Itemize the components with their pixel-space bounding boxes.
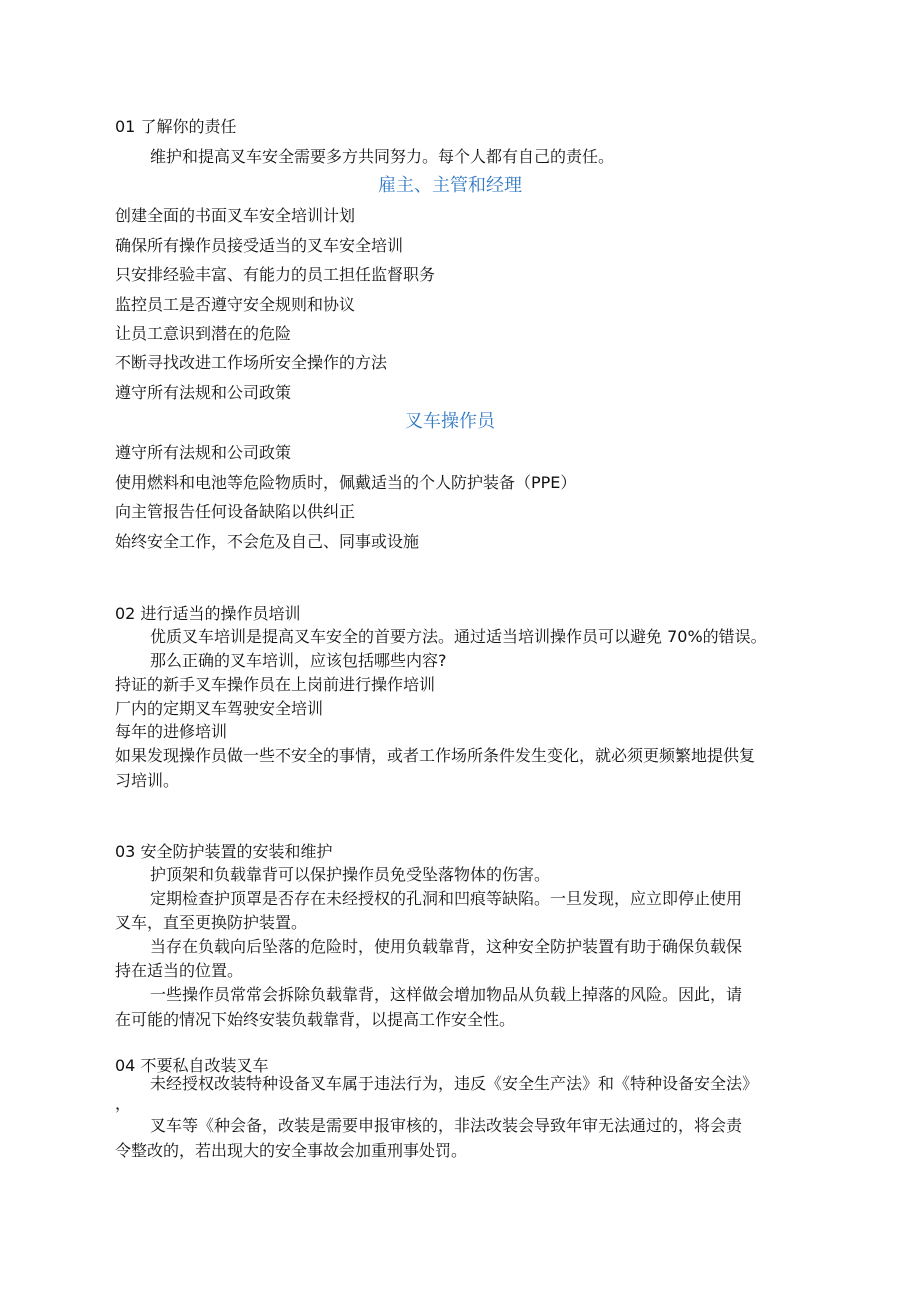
section-2-paragraph: 那么正确的叉车培训，应该包括哪些内容? (150, 651, 447, 670)
training-item: 每年的进修培训 (115, 722, 228, 741)
operator-item: 使用燃料和电池等危险物质时，佩戴适当的个人防护装备（PPE） (115, 473, 577, 492)
section-3-paragraph: 持在适当的位置。 (115, 961, 244, 980)
section-3-paragraph: 叉车，直至更换防护装置。 (115, 913, 308, 932)
employer-item: 遵守所有法规和公司政策 (115, 383, 292, 402)
section-2-paragraph: 如果发现操作员做一些不安全的事情，或者工作场所条件发生变化，就必须更频繁地提供复 (115, 746, 756, 765)
employer-item: 让员工意识到潜在的危险 (115, 324, 292, 343)
operator-item: 始终安全工作，不会危及自己、同事或设施 (115, 532, 420, 551)
training-item: 持证的新手叉车操作员在上岗前进行操作培训 (115, 675, 436, 694)
employer-item: 监控员工是否遵守安全规则和协议 (115, 295, 356, 314)
section-4-paragraph: ， (115, 1094, 132, 1113)
section-4-paragraph: 令整改的，若出现大的安全事故会加重刑事处罚。 (115, 1141, 468, 1160)
employer-item: 创建全面的书面叉车安全培训计划 (115, 206, 356, 225)
section-3-paragraph: 在可能的情况下始终安装负载靠背，以提高工作安全性。 (115, 1010, 516, 1029)
section-2-paragraph: 习培训。 (115, 771, 180, 790)
section-4-paragraph: 未经授权改装特种设备叉车属于违法行为，违反《安全生产法》和《特种设备安全法》 (150, 1074, 759, 1093)
employer-item: 确保所有操作员接受适当的叉车安全培训 (115, 236, 404, 255)
employer-item: 不断寻找改进工作场所安全操作的方法 (115, 353, 388, 372)
section-3-heading: 03 安全防护装置的安装和维护 (115, 842, 333, 861)
operator-subtitle: 叉车操作员 (405, 411, 495, 432)
section-3-paragraph: 定期检查护顶罩是否存在未经授权的孔洞和凹痕等缺陷。一旦发现，应立即停止使用 (150, 889, 743, 908)
training-item: 厂内的定期叉车驾驶安全培训 (115, 699, 324, 718)
section-4-heading: 04 不要私自改装叉车 (115, 1056, 269, 1075)
section-1-intro: 维护和提高叉车安全需要多方共同努力。每个人都有自己的责任。 (150, 147, 615, 166)
section-2-paragraph: 优质叉车培训是提高叉车安全的首要方法。通过适当培训操作员可以避免 70%的错误。 (150, 627, 767, 646)
employer-subtitle: 雇主、主管和经理 (378, 175, 522, 196)
section-1-heading: 01 了解你的责任 (115, 117, 237, 136)
section-3-paragraph: 护顶架和负载靠背可以保护操作员免受坠落物体的伤害。 (150, 865, 551, 884)
section-4-paragraph: 叉车等《种会备，改装是需要申报审核的，非法改装会导致年审无法通过的，将会责 (150, 1116, 743, 1135)
employer-item: 只安排经验丰富、有能力的员工担任监督职务 (115, 265, 436, 284)
operator-item: 遵守所有法规和公司政策 (115, 443, 292, 462)
section-3-paragraph: 一些操作员常常会拆除负载靠背，这样做会增加物品从负载上掉落的风险。因此，请 (150, 985, 743, 1004)
operator-item: 向主管报告任何设备缺陷以供纠正 (115, 502, 356, 521)
section-3-paragraph: 当存在负载向后坠落的危险时，使用负载靠背，这种安全防护装置有助于确保负载保 (150, 937, 743, 956)
section-2-heading: 02 进行适当的操作员培训 (115, 604, 301, 623)
